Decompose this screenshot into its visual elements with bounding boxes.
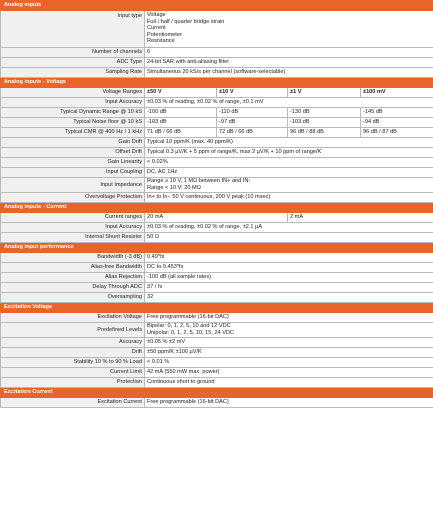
row-predefined-levels (1, 322, 433, 337)
section-header-performance (1, 242, 433, 252)
row-value: ±0.03 % of reading, ±0.02 % of range, ±0.1 mV (145, 97, 433, 107)
row-oversampling (1, 292, 433, 302)
row-value: Continuous short to ground (145, 377, 433, 387)
section-title: Analog inputs - Voltage (1, 77, 433, 87)
range-100mv: ±100 mV (361, 87, 433, 97)
row-value: Free programmable (16-bit DAC) (145, 397, 433, 407)
row-exc-accuracy (1, 337, 433, 347)
section-header-voltage (1, 77, 433, 87)
row-gain-linearity (1, 157, 433, 167)
row-value (145, 322, 433, 337)
row-gain-drift (1, 137, 433, 147)
cell: -110 dB (217, 107, 288, 117)
row-sampling-rate (1, 67, 433, 77)
input-type-voltage: Voltage (147, 12, 166, 18)
cell: 72 dB / 66 dB (217, 127, 288, 137)
impedance-line: Range < 10 V: 20 MΩ (147, 184, 201, 191)
cell: -103 dB (288, 117, 361, 127)
row-input-coupling (1, 167, 433, 177)
row-label: Overvoltage Protection (1, 192, 145, 202)
row-label: Gain Linearity (1, 157, 145, 167)
row-label: Current ranges (1, 212, 145, 222)
row-label: Gain Drift (1, 137, 145, 147)
row-overvoltage (1, 192, 433, 202)
row-value: ±0.05 % ±2 mV (145, 337, 433, 347)
cell: -130 dB (288, 107, 361, 117)
section-title: Analog inputs (1, 1, 433, 11)
section-title: Analog input performance (1, 242, 433, 252)
input-type-resistance: Resistance (147, 38, 175, 45)
row-value (145, 177, 433, 192)
row-input-impedance (1, 177, 433, 192)
row-label: ADC Type (1, 57, 145, 67)
cell: 96 dB / 88 dB (288, 127, 361, 137)
row-label: Bandwidth (-3 dB) (1, 252, 145, 262)
row-alias-rejection (1, 272, 433, 282)
row-label: Accuracy (1, 337, 145, 347)
row-value: -100 dB (all sample rates) (145, 272, 433, 282)
row-label: Excitation Voltage (1, 312, 145, 322)
cell: -94 dB (361, 117, 433, 127)
row-value: DC to 0.453*fs (145, 262, 433, 272)
row-dynamic-range (1, 107, 433, 117)
section-title: Excitation Voltage (1, 302, 433, 312)
section-header-excitation-current (1, 387, 433, 397)
row-current-ranges (1, 212, 433, 222)
row-current-limit (1, 367, 433, 377)
row-label: Offset Drift (1, 147, 145, 157)
row-offset-drift (1, 147, 433, 157)
row-label: Input type (1, 11, 145, 48)
range-20ma: 20 mA (145, 212, 288, 222)
row-value: Free programmable (16-bit DAC) (145, 312, 433, 322)
range-1v: ±1 V (288, 87, 361, 97)
row-bandwidth (1, 252, 433, 262)
row-voltage-ranges (1, 87, 433, 97)
row-current-accuracy (1, 222, 433, 232)
row-label: Typical Dynamic Range @ 10 kS (1, 107, 145, 117)
row-label: Stability 10 % to 90 % Load (1, 357, 145, 367)
cell: 96 dB / 87 dB (361, 127, 433, 137)
section-header-current (1, 202, 433, 212)
row-label: Input Impedance (1, 177, 145, 192)
row-label: Protection (1, 377, 145, 387)
row-input-type (1, 11, 433, 48)
row-value: 6 (145, 47, 433, 57)
cell: -145 dB (361, 107, 433, 117)
row-delay (1, 282, 433, 292)
row-value: 24-bit SAR with anti-aliasing filter (145, 57, 433, 67)
row-label: Typical CMR @ 400 Hz / 1 kHz (1, 127, 145, 137)
row-label: Predefined Levels (1, 322, 145, 337)
row-shunt (1, 232, 433, 242)
cell: -103 dB (145, 117, 217, 127)
row-value: Typical 0.3 µV/K + 5 ppm of range/K, max 2 µV/K + 10 ppm of range/K (145, 147, 433, 157)
row-value: < 0.01 % (145, 357, 433, 367)
row-alias-free (1, 262, 433, 272)
levels-bipolar: Bipolar: 0, 1, 2, 5, 10 and 12 VDC (147, 323, 231, 330)
section-header-excitation-voltage (1, 302, 433, 312)
levels-unipolar: Unipolar: 0, 1, 2, 5, 10, 15, 24 VDC (147, 329, 235, 336)
row-label: Current Limit (1, 367, 145, 377)
row-label: Input Accuracy (1, 97, 145, 107)
row-value: 37 / fs (145, 282, 433, 292)
cell: -100 dB (145, 107, 217, 117)
row-label: Alias Rejection (1, 272, 145, 282)
row-label: Excitation Current (1, 397, 145, 407)
range-50v: ±50 V (145, 87, 217, 97)
row-label: Sampling Rate (1, 67, 145, 77)
input-type-bridge: Full / half / quarter bridge strain (147, 18, 225, 25)
row-label: Alias-free Bandwidth (1, 262, 145, 272)
cell: -97 dB (217, 117, 288, 127)
row-label: Oversampling (1, 292, 145, 302)
row-value: < 0.02% (145, 157, 433, 167)
row-value: ±50 ppm/K ±100 µV/K (145, 347, 433, 357)
row-excitation-current (1, 397, 433, 407)
row-value: DC, AC 1Hz (145, 167, 433, 177)
row-exc-drift (1, 347, 433, 357)
row-label: Voltage Ranges (1, 87, 145, 97)
row-label: Typical Noise floor @ 10 kS (1, 117, 145, 127)
row-protection (1, 377, 433, 387)
row-value: Simultaneous 20 kS/s per channel (software-selectable) (145, 67, 433, 77)
row-value: 50 Ω (145, 232, 433, 242)
row-label: Drift (1, 347, 145, 357)
row-label: Input Coupling (1, 167, 145, 177)
row-voltage-accuracy (1, 97, 433, 107)
row-label: Internal Shunt Resistor (1, 232, 145, 242)
row-value: ±0.03 % of reading, ±0.02 % of range, ±2.1 µA (145, 222, 433, 232)
row-value (145, 11, 433, 48)
row-channels (1, 47, 433, 57)
row-value: Typical 10 ppm/K (max. 40 ppm/K) (145, 137, 433, 147)
section-title: Analog inputs - Current (1, 202, 433, 212)
row-value: 0.49*fs (145, 252, 433, 262)
row-adc-type (1, 57, 433, 67)
row-value: 32 (145, 292, 433, 302)
row-stability (1, 357, 433, 367)
row-label: Input Accuracy (1, 222, 145, 232)
row-value: 42 mA (550 mW max. power) (145, 367, 433, 377)
cell: 71 dB / 66 dB (145, 127, 217, 137)
section-title: Excitation Current (1, 387, 433, 397)
row-label: Delay Through ADC (1, 282, 145, 292)
row-noise-floor (1, 117, 433, 127)
row-value: In+ to In-: 50 V continuous, 200 V peak (10 msec) (145, 192, 433, 202)
row-label: Number of channels (1, 47, 145, 57)
row-cmr (1, 127, 433, 137)
section-header-analog-inputs (1, 1, 433, 11)
input-type-current: Current (147, 25, 166, 32)
range-10v: ±10 V (217, 87, 288, 97)
row-excitation-voltage (1, 312, 433, 322)
range-2ma: 2 mA (288, 212, 433, 222)
impedance-line: Range ≥ 10 V, 1 MΩ between IN+ and IN- (147, 178, 251, 185)
input-type-potentiometer: Potentiometer (147, 31, 182, 38)
